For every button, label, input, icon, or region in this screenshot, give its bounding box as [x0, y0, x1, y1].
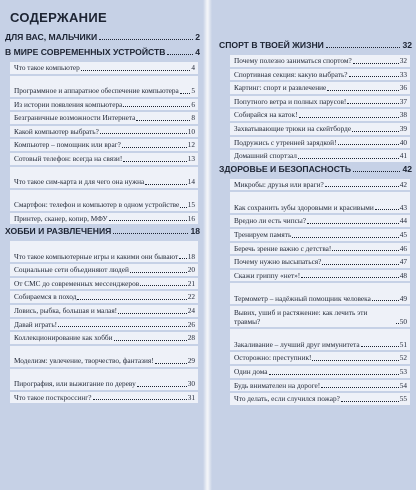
page-number: 18 — [187, 251, 195, 261]
section-title: ХОББИ И РАЗВЛЕЧЕНИЯ — [5, 226, 112, 237]
entry-title: Что такое компьютерные игры и какими они бывают — [14, 251, 179, 261]
toc-entry — [10, 369, 198, 390]
entry-title: Почему нужно высыпаться? — [234, 257, 322, 267]
entry-title: Из истории появления компьютера — [14, 99, 123, 109]
page-number: 6 — [191, 99, 195, 109]
dot-leader — [99, 39, 193, 40]
dot-leader — [179, 258, 187, 259]
page-number: 30 — [187, 379, 195, 389]
toc-entry — [230, 215, 410, 227]
page-number: 39 — [399, 123, 407, 133]
page-number: 29 — [187, 356, 195, 366]
dot-leader — [123, 106, 190, 107]
page-number: 32 — [399, 56, 407, 65]
entry-title: Компьютер – помощник или враг? — [14, 140, 121, 150]
right-toc-list — [216, 40, 412, 405]
page-number: 50 — [399, 316, 407, 326]
dot-leader — [109, 220, 187, 221]
dot-leader — [361, 346, 399, 347]
page-number: 45 — [399, 229, 407, 239]
dot-leader — [269, 374, 399, 375]
page-number: 16 — [187, 213, 195, 223]
section-title: ЗДОРОВЬЕ И БЕЗОПАСНОСТЬ — [219, 163, 352, 174]
entry-title: Захватывающие трюки на скейтборде — [234, 123, 352, 133]
section-title: ДЛЯ ВАС, МАЛЬЧИКИ — [5, 32, 98, 42]
toc-section-heading — [2, 47, 200, 59]
entry-title: Спортивная секция: какую выбрать? — [234, 69, 348, 79]
dot-leader — [321, 387, 399, 388]
dot-leader — [396, 323, 399, 324]
dot-leader — [352, 131, 399, 132]
toc-entry — [10, 332, 198, 344]
entry-title: Собирайся на каток! — [234, 110, 298, 120]
page-number: 42 — [402, 163, 412, 174]
dot-leader — [326, 47, 401, 48]
entry-title: Что делать, если случился пожар? — [234, 394, 340, 404]
dot-leader — [58, 326, 187, 327]
page-number: 48 — [399, 270, 407, 280]
entry-title: Собираемся в поход — [14, 292, 77, 302]
page-number: 31 — [187, 392, 195, 402]
page-number: 21 — [187, 278, 195, 288]
toc-entry — [230, 109, 410, 121]
page-number: 28 — [187, 333, 195, 343]
dot-leader — [312, 360, 398, 361]
toc-entry — [10, 190, 198, 211]
left-toc-list — [2, 32, 200, 403]
entry-title: Один дома — [234, 366, 268, 376]
entry-title: Картинг: спорт и развлечение — [234, 83, 327, 93]
dot-leader — [113, 233, 188, 234]
toc-section-heading — [216, 164, 412, 176]
dot-leader — [114, 340, 187, 341]
toc-section-heading — [2, 32, 200, 44]
page-number: 4 — [191, 63, 195, 72]
toc-entry — [10, 305, 198, 317]
entry-title: Какой компьютер выбрать? — [14, 126, 99, 136]
dot-leader — [322, 264, 398, 265]
page-number: 22 — [187, 292, 195, 302]
dot-leader — [299, 117, 399, 118]
toc-entry — [10, 99, 198, 111]
page-number: 2 — [195, 32, 200, 42]
toc-entry — [230, 96, 410, 108]
dot-leader — [301, 277, 399, 278]
dot-leader — [353, 63, 399, 64]
dot-leader — [332, 250, 398, 251]
dot-leader — [93, 399, 187, 400]
page-number: 26 — [187, 319, 195, 329]
dot-leader — [372, 300, 399, 301]
toc-entry — [230, 329, 410, 350]
entry-title: Закаливание – лучший друг иммунитета — [234, 339, 360, 349]
entry-title: Сотовый телефон: всегда на связи! — [14, 153, 123, 163]
entry-title: Пирография, или выжигание по дереву — [14, 379, 136, 389]
toc-entry — [10, 241, 198, 262]
page-number: 24 — [187, 305, 195, 315]
entry-title: Скажи гриппу «нет»! — [234, 270, 301, 280]
toc-entry — [230, 393, 410, 405]
toc-entry — [230, 229, 410, 241]
page-number: 5 — [191, 86, 195, 95]
page-number: 37 — [399, 96, 407, 106]
page-number: 55 — [399, 394, 407, 404]
entry-title: Подружись с утренней зарядкой! — [234, 137, 337, 147]
dot-leader — [167, 54, 193, 55]
page-number: 12 — [187, 140, 195, 150]
dot-leader — [118, 313, 187, 314]
entry-title: Микробы: друзья или враги? — [234, 179, 324, 189]
page-number: 40 — [399, 137, 407, 147]
dot-leader — [375, 209, 399, 210]
toc-entry — [10, 139, 198, 151]
page-number: 52 — [399, 353, 407, 363]
page-number: 32 — [402, 40, 412, 50]
page-number: 15 — [187, 199, 195, 209]
left-page — [0, 0, 203, 490]
toc-entry — [230, 366, 410, 378]
toc-entry — [230, 82, 410, 94]
toc-entry — [10, 112, 198, 124]
toc-entry — [230, 352, 410, 364]
dot-leader — [81, 70, 191, 71]
dot-leader — [140, 285, 187, 286]
page-number: 46 — [399, 243, 407, 253]
entry-title: Как сохранить зубы здоровыми и красивыми — [234, 202, 374, 212]
entry-title: Вредно ли есть чипсы? — [234, 216, 306, 226]
dot-leader — [145, 184, 186, 185]
entry-title: Моделизм: увлечение, творчество, фантазия! — [14, 356, 154, 366]
toc-entry — [10, 291, 198, 303]
toc-entry — [230, 270, 410, 282]
page-number: 44 — [399, 216, 407, 226]
dot-leader — [341, 401, 399, 402]
right-page — [212, 0, 416, 490]
dot-leader — [327, 90, 398, 91]
dot-leader — [353, 171, 400, 172]
entry-title: Социальные сети объединяют людей — [14, 265, 129, 275]
toc-entry — [230, 55, 410, 67]
page-number: 38 — [399, 110, 407, 120]
toc-title: СОДЕРЖАНИЕ — [10, 10, 107, 25]
toc-section-heading — [216, 40, 412, 52]
toc-entry — [230, 123, 410, 135]
entry-title: Принтер, сканер, копир, МФУ — [14, 213, 108, 223]
entry-title: Вывих, ушиб и растяжение: как лечить эти травмы? — [234, 308, 368, 326]
toc-entry — [230, 380, 410, 392]
dot-leader — [100, 133, 187, 134]
dot-leader — [130, 272, 187, 273]
toc-entry — [10, 264, 198, 276]
toc-entry — [230, 192, 410, 213]
toc-entry — [230, 69, 410, 81]
dot-leader — [325, 186, 399, 187]
toc-entry — [230, 179, 410, 191]
entry-title: От СМС до современных мессенджеров — [14, 278, 140, 288]
entry-title: Попутного ветра и полных парусов! — [234, 96, 347, 106]
page-number: 14 — [187, 176, 195, 186]
page-number: 43 — [399, 202, 407, 212]
toc-entry — [230, 243, 410, 255]
dot-leader — [349, 76, 399, 77]
section-title: СПОРТ В ТВОЕЙ ЖИЗНИ — [219, 40, 324, 50]
toc-entry — [10, 346, 198, 367]
dot-leader — [298, 158, 399, 159]
page-number: 47 — [399, 257, 407, 267]
toc-entry — [10, 167, 198, 188]
entry-title: Давай играть! — [14, 319, 58, 329]
toc-entry — [10, 76, 198, 97]
entry-title: Безграничные возможности Интернета — [14, 113, 136, 123]
dot-leader — [155, 363, 187, 364]
dot-leader — [347, 103, 398, 104]
entry-title: Что такое компьютер — [14, 63, 80, 72]
toc-entry — [230, 256, 410, 268]
entry-title: Что такое посткроссинг? — [14, 392, 92, 402]
entry-title: Почему полезно заниматься спортом? — [234, 56, 352, 65]
dot-leader — [137, 386, 187, 387]
toc-entry — [10, 62, 198, 74]
dot-leader — [307, 223, 399, 224]
page-number: 36 — [399, 83, 407, 93]
entry-title: Термометр – надёжный помощник человека — [234, 293, 371, 303]
entry-title: Беречь зрение важно с детства! — [234, 243, 332, 253]
page-number: 13 — [187, 153, 195, 163]
dot-leader — [77, 299, 186, 300]
toc-section-heading — [2, 226, 200, 238]
toc-entry — [230, 137, 410, 149]
entry-title: Программное и аппаратное обеспечение компьютера — [14, 86, 179, 95]
dot-leader — [180, 93, 191, 94]
section-title: В МИРЕ СОВРЕМЕННЫХ УСТРОЙСТВ — [5, 47, 166, 57]
entry-title: Домашний спортзал — [234, 151, 297, 161]
toc-entry — [10, 126, 198, 138]
dot-leader — [180, 207, 186, 208]
toc-entry — [230, 306, 410, 327]
dot-leader — [122, 147, 187, 148]
toc-entry — [10, 278, 198, 290]
page-number: 10 — [187, 126, 195, 136]
dot-leader — [338, 144, 399, 145]
page-number: 4 — [195, 47, 200, 57]
page-number: 51 — [399, 339, 407, 349]
dot-leader — [292, 237, 398, 238]
page-number: 18 — [190, 226, 200, 237]
page-number: 41 — [399, 151, 407, 161]
page-number: 49 — [399, 293, 407, 303]
toc-entry — [10, 153, 198, 165]
page-number: 8 — [191, 113, 195, 123]
page-number: 54 — [399, 380, 407, 390]
entry-title: Ловись, рыбка, большая и малая! — [14, 305, 118, 315]
page-number: 53 — [399, 366, 407, 376]
entry-title: Будь внимателен на дороге! — [234, 380, 321, 390]
page-number: 20 — [187, 265, 195, 275]
dot-leader — [123, 161, 186, 162]
toc-entry — [10, 392, 198, 404]
page-number: 42 — [399, 179, 407, 189]
book-gutter — [203, 0, 212, 490]
entry-title: Смартфон: телефон и компьютер в одном устройстве — [14, 199, 180, 209]
entry-title: Тренируем память — [234, 229, 292, 239]
entry-title: Что такое сим-карта и для чего она нужна — [14, 176, 145, 186]
entry-title: Осторожно: преступник! — [234, 353, 312, 363]
toc-entry — [10, 213, 198, 225]
page-number: 33 — [399, 69, 407, 79]
toc-entry — [10, 319, 198, 331]
dot-leader — [136, 120, 190, 121]
entry-title: Коллекционирование как хобби — [14, 333, 113, 343]
toc-entry — [230, 283, 410, 304]
toc-entry — [230, 150, 410, 162]
